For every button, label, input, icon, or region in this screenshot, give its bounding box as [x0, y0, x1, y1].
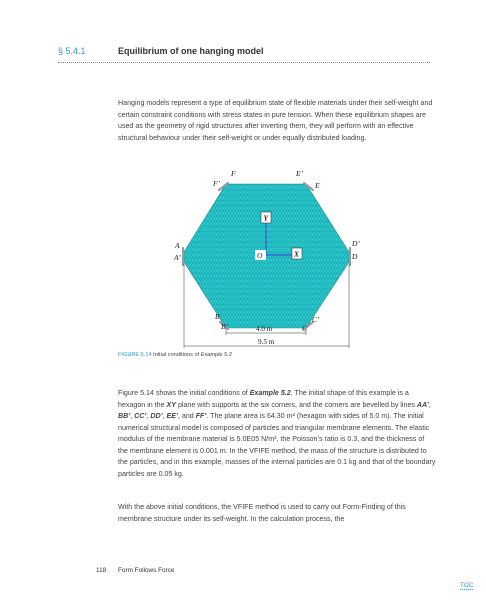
figure-hexagon-membrane	[172, 164, 368, 348]
section-title: Equilibrium of one hanging model	[118, 46, 264, 56]
running-title: Form Follows Force	[118, 567, 175, 574]
p2-aa: AA’	[416, 400, 429, 409]
label-A: A	[175, 241, 180, 250]
label-A-prime: A’	[174, 253, 181, 262]
label-B-prime: B’	[221, 322, 229, 331]
p2-text-1: Figure 5.14 shows the initial conditions of	[118, 389, 250, 397]
p2-xy: XY	[166, 400, 176, 409]
label-F-prime: F’	[213, 179, 221, 188]
p2-cc: CC’	[134, 412, 147, 420]
p2-dd: DD’	[150, 412, 163, 420]
p2-sep-3: ,	[146, 412, 151, 420]
y-axis-label: Y	[263, 213, 269, 223]
label-D: D	[352, 252, 358, 261]
origin-label: O	[257, 251, 263, 260]
label-B: B	[215, 312, 220, 321]
toc-link[interactable]: TOC	[460, 582, 474, 589]
dimension-width-label: 9.5 m	[258, 338, 275, 346]
figure-caption	[118, 352, 232, 358]
description-paragraph	[118, 388, 436, 480]
intro-paragraph: Hanging models represent a type of equilibrium state of flexible materials under their self-weight and certain constraint conditions with stress states in pure tension. When these equilibrium shapes are used as the geometry of rigid structures after inverting them, they will perform with an effective structural behaviour under their self-weight or under equally distributed loading.	[118, 99, 433, 142]
caption-text: Initial conditions of	[153, 352, 200, 358]
closing-paragraph: With the above initial conditions, the VFIFE method is used to carry out Form-Finding of this membrane structure under its self-weight. In the calculation process, the	[118, 503, 406, 523]
page-number: 118	[96, 567, 107, 574]
label-F: F	[231, 169, 236, 178]
p2-and: , and	[177, 412, 196, 420]
hexagon-diagram	[172, 164, 368, 348]
label-E-prime: E’	[296, 169, 304, 178]
p2-example: Example 5.2	[249, 389, 291, 397]
p2-sep-4: ,	[162, 412, 167, 420]
dimension-side-label: 4.0 m	[256, 325, 273, 333]
section-heading	[58, 46, 430, 63]
p2-text-3: plane with supports at the six corners, and the corners are bevelled by lines	[175, 400, 417, 409]
section-number: § 5.4.1	[58, 46, 86, 56]
label-C-prime: C’	[312, 315, 320, 324]
p2-text-4: . The plane area is 64.30 m² (hexagon with sides of 5.0 m). The initial numerical structural model is composed of particles and triangular membrane elements. The elastic modulus of the membrane material is 5.0E05 N/m², the Poisson’s ratio is 0.3, and the thickness of the membrane element is 0.001 m. In the VFIFE method, the mass of the structure is distributed to the particles, and in this example, masses of the internal particles are 0.1 kg and that of the boundary particles are 0.05 kg.	[118, 412, 436, 478]
x-axis-label: X	[294, 249, 300, 259]
p2-sep-2: ,	[130, 412, 135, 420]
label-E: E	[315, 181, 320, 190]
p2-ff: FF’	[195, 412, 207, 420]
label-C: C	[302, 324, 308, 333]
label-D-prime: D’	[352, 239, 360, 248]
caption-label: FIGURE 5.14	[118, 352, 152, 358]
p2-text-2: . The initial shape of this example is a hexagon in the	[118, 389, 409, 409]
p2-ee: EE’	[166, 412, 178, 420]
p2-bb: BB’	[118, 412, 131, 420]
p2-sep-1: ,	[428, 400, 431, 409]
membrane-mesh	[184, 184, 349, 328]
caption-example: Example 5.2	[200, 352, 232, 358]
